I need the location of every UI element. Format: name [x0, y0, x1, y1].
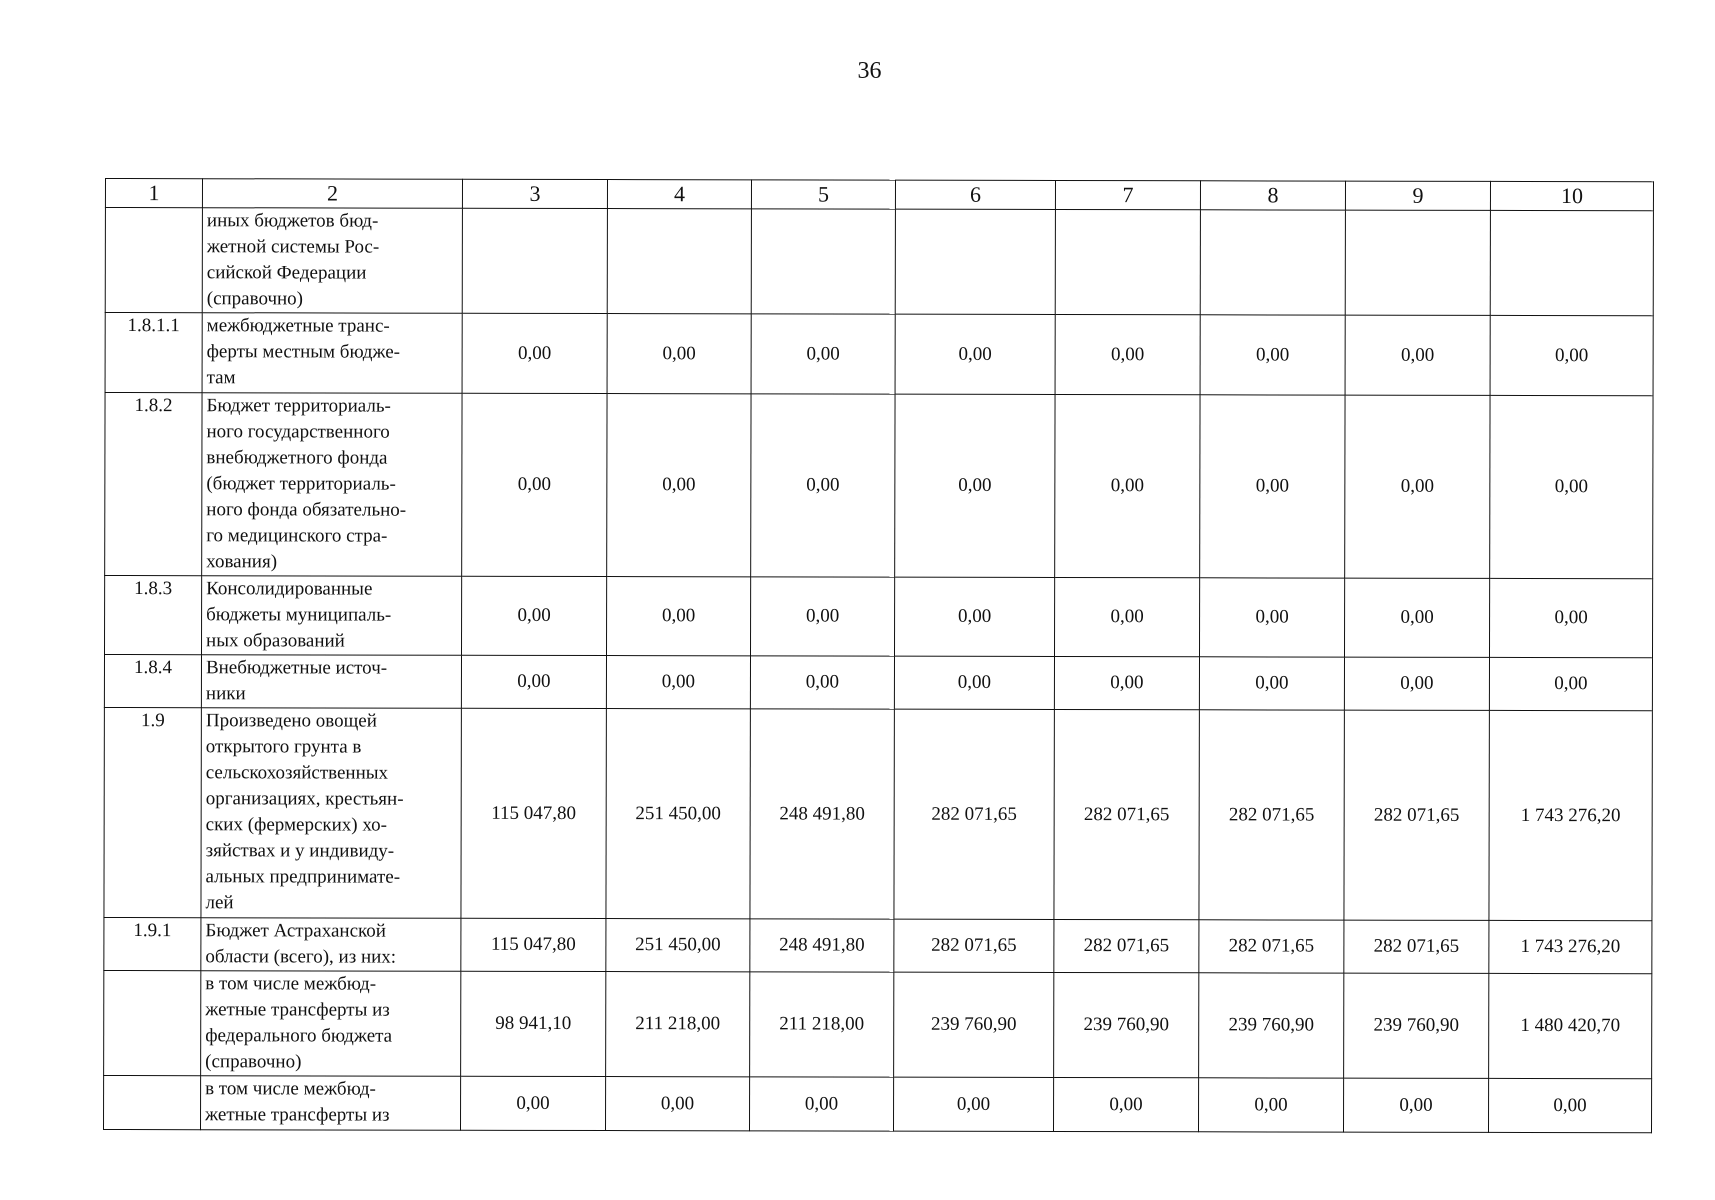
row-value: 251 450,00: [606, 919, 750, 972]
row-value: 0,00: [894, 1077, 1054, 1131]
row-value: 0,00: [606, 656, 750, 709]
row-name: Бюджет Астраханской области (всего), из них:: [201, 918, 461, 972]
row-value: 0,00: [1489, 657, 1652, 710]
row-value: 0,00: [751, 394, 895, 577]
row-value: 248 491,80: [750, 919, 894, 972]
row-value: 0,00: [1199, 657, 1344, 710]
row-code: 1.9: [104, 707, 201, 917]
row-value: 0,00: [1054, 577, 1199, 656]
budget-table: [103, 178, 1654, 1133]
column-header: 4: [607, 180, 751, 209]
row-value: 1 743 276,20: [1489, 710, 1652, 920]
row-value: 0,00: [1344, 1078, 1489, 1132]
column-header: 9: [1345, 181, 1490, 210]
row-value: [895, 209, 1055, 314]
column-header: 6: [895, 180, 1055, 209]
table-row: [104, 1075, 1652, 1132]
row-code: [105, 208, 202, 313]
row-value: 0,00: [1490, 315, 1653, 395]
row-name: Бюджет территориаль- ного государственного внебюджетного фонда (бюджет территориаль- ного фонда обязательно- го медицинского стра- хования): [202, 393, 462, 577]
row-value: 0,00: [1055, 314, 1200, 394]
row-name: иных бюджетов бюд- жетной системы Рос- сийской Федерации (справочно): [202, 208, 462, 314]
header-row: [105, 179, 1653, 211]
column-header: 10: [1490, 181, 1653, 210]
row-value: 115 047,80: [461, 708, 606, 918]
row-code: 1.8.1.1: [105, 313, 202, 393]
row-name: Внебюджетные источ- ники: [201, 655, 461, 709]
row-value: 0,00: [462, 576, 607, 655]
table-row: [104, 970, 1652, 1078]
row-value: [462, 208, 607, 313]
row-value: 0,00: [607, 394, 751, 577]
row-name: в том числе межбюд- жетные трансферты из федерального бюджета (справочно): [201, 971, 461, 1077]
row-value: 0,00: [1345, 395, 1490, 578]
row-value: 0,00: [1345, 315, 1490, 395]
row-value: 98 941,10: [461, 971, 606, 1076]
table-row: [105, 208, 1653, 316]
row-code: [104, 970, 201, 1075]
row-value: [751, 209, 895, 314]
row-value: 0,00: [895, 577, 1055, 656]
row-code: 1.8.2: [105, 393, 202, 576]
row-value: 0,00: [1055, 394, 1200, 577]
row-value: 0,00: [1199, 1078, 1344, 1132]
row-value: 1 743 276,20: [1489, 920, 1652, 973]
row-value: 282 071,65: [1054, 709, 1199, 919]
row-value: 282 071,65: [1199, 710, 1344, 920]
row-value: 282 071,65: [1344, 920, 1489, 973]
row-value: [1200, 210, 1345, 315]
row-value: 0,00: [750, 1077, 894, 1131]
row-value: 0,00: [462, 313, 607, 393]
table-row: [104, 655, 1652, 711]
row-value: 0,00: [1344, 657, 1489, 710]
row-code: 1.8.4: [104, 655, 201, 708]
row-value: 0,00: [1200, 395, 1345, 578]
table-body: [104, 208, 1654, 1133]
row-value: [1345, 210, 1490, 315]
column-header: 7: [1055, 180, 1200, 209]
table-row: [105, 313, 1653, 396]
row-code: [104, 1075, 201, 1129]
row-value: 0,00: [750, 656, 894, 709]
row-value: 282 071,65: [894, 919, 1054, 972]
row-name: в том числе межбюд- жетные трансферты из: [201, 1076, 461, 1131]
row-value: 0,00: [1054, 656, 1199, 709]
row-value: [1490, 210, 1653, 315]
column-header: 1: [105, 179, 202, 208]
row-value: 115 047,80: [461, 918, 606, 971]
row-value: 239 760,90: [1054, 972, 1199, 1077]
row-value: 282 071,65: [894, 709, 1054, 919]
table-row: [105, 576, 1653, 658]
row-value: 0,00: [894, 656, 1054, 709]
row-value: 282 071,65: [1344, 710, 1489, 920]
row-value: 0,00: [607, 577, 751, 656]
row-value: 211 218,00: [606, 972, 750, 1077]
row-value: 248 491,80: [750, 709, 894, 919]
row-name: межбюджетные транс- ферты местным бюдже- там: [202, 313, 462, 394]
row-value: [607, 209, 751, 314]
row-value: 0,00: [1054, 1077, 1199, 1131]
row-code: 1.8.3: [105, 576, 202, 655]
row-value: 0,00: [461, 655, 606, 708]
row-value: 1 480 420,70: [1489, 973, 1652, 1078]
row-value: 0,00: [1199, 578, 1344, 657]
table-row: [104, 707, 1652, 920]
row-value: 0,00: [461, 1076, 606, 1130]
row-value: 0,00: [1489, 1078, 1652, 1132]
column-header: 3: [462, 179, 607, 208]
row-value: 211 218,00: [750, 972, 894, 1077]
row-value: 0,00: [751, 314, 895, 394]
table-row: [105, 393, 1653, 579]
row-code: 1.9.1: [104, 917, 201, 970]
row-value: 0,00: [1344, 578, 1489, 657]
row-value: 0,00: [895, 314, 1055, 394]
row-value: [1055, 209, 1200, 314]
column-header: 2: [202, 179, 462, 209]
row-value: 0,00: [895, 394, 1055, 577]
row-value: 239 760,90: [1199, 973, 1344, 1078]
budget-table-sheet: [103, 178, 1653, 1133]
row-name: Консолидированные бюджеты муниципаль- ных образований: [202, 576, 462, 656]
row-value: 0,00: [607, 314, 751, 394]
row-value: 239 760,90: [894, 972, 1054, 1077]
row-value: 0,00: [606, 1077, 750, 1131]
row-value: 0,00: [462, 393, 607, 576]
column-header: 5: [751, 180, 895, 209]
column-header: 8: [1200, 181, 1345, 210]
row-value: 0,00: [751, 577, 895, 656]
page-number: 36: [857, 58, 882, 84]
row-value: 282 071,65: [1199, 920, 1344, 973]
row-name: Произведено овощей открытого грунта в сельскохозяйственных организациях, крестьян- ских (фермерских) хо- зяйствах и у индивиду- альных предпринимате- лей: [201, 708, 461, 919]
row-value: 282 071,65: [1054, 919, 1199, 972]
row-value: 0,00: [1489, 578, 1652, 657]
row-value: 251 450,00: [606, 709, 750, 919]
row-value: 0,00: [1490, 395, 1653, 578]
row-value: 239 760,90: [1344, 973, 1489, 1078]
row-value: 0,00: [1200, 315, 1345, 395]
table-row: [104, 917, 1652, 973]
